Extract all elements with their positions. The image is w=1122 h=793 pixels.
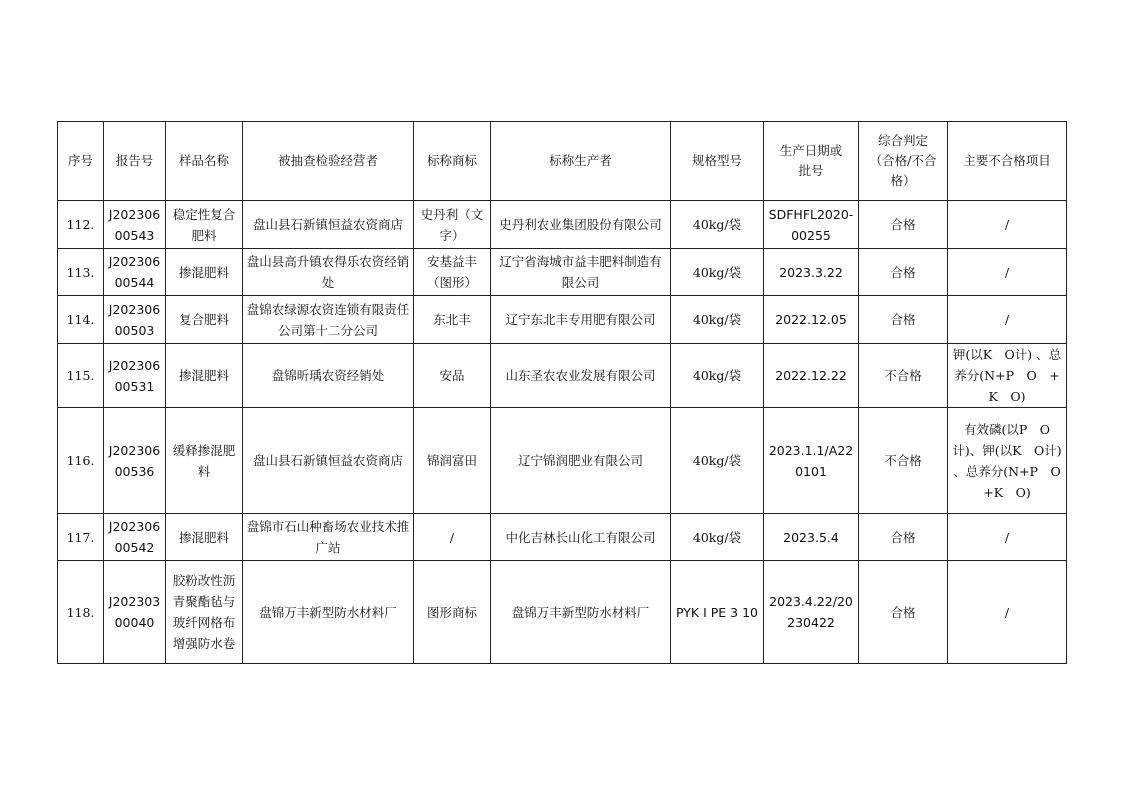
table-row <box>58 296 1067 344</box>
cell-no: 113. <box>58 249 104 296</box>
cell-trademark: 史丹利（文字） <box>414 201 491 249</box>
table-row <box>58 249 1067 296</box>
cell-no: 118. <box>58 561 104 664</box>
cell-report: J20230600531 <box>104 344 166 408</box>
cell-batch: 2023.4.22/20230422 <box>764 561 859 664</box>
cell-verdict: 合格 <box>859 514 948 561</box>
cell-operator: 盘山县石新镇恒益农资商店 <box>243 408 414 514</box>
cell-verdict: 不合格 <box>859 408 948 514</box>
cell-operator: 盘山县高升镇农得乐农资经销处 <box>243 249 414 296</box>
cell-batch: 2022.12.05 <box>764 296 859 344</box>
cell-sample: 掺混肥料 <box>166 344 243 408</box>
cell-verdict: 合格 <box>859 296 948 344</box>
cell-verdict: 合格 <box>859 561 948 664</box>
cell-trademark: 安品 <box>414 344 491 408</box>
cell-producer: 辽宁东北丰专用肥有限公司 <box>491 296 671 344</box>
cell-trademark: / <box>414 514 491 561</box>
cell-producer: 辽宁锦润肥业有限公司 <box>491 408 671 514</box>
table-row <box>58 408 1067 514</box>
cell-operator: 盘锦昕瑀农资经销处 <box>243 344 414 408</box>
cell-producer: 山东圣农农业发展有限公司 <box>491 344 671 408</box>
cell-no: 114. <box>58 296 104 344</box>
table-row <box>58 514 1067 561</box>
cell-items: / <box>948 201 1067 249</box>
cell-items: / <box>948 249 1067 296</box>
cell-trademark: 图形商标 <box>414 561 491 664</box>
cell-batch: 2022.12.22 <box>764 344 859 408</box>
cell-report: J20230600542 <box>104 514 166 561</box>
cell-batch: 2023.5.4 <box>764 514 859 561</box>
cell-trademark: 安基益丰（图形） <box>414 249 491 296</box>
header-operator: 被抽查检验经营者 <box>243 122 414 201</box>
cell-verdict: 合格 <box>859 249 948 296</box>
table-row <box>58 561 1067 664</box>
cell-operator: 盘锦农绿源农资连锁有限责任公司第十二分公司 <box>243 296 414 344</box>
table-row <box>58 201 1067 249</box>
cell-sample: 掺混肥料 <box>166 514 243 561</box>
header-trademark: 标称商标 <box>414 122 491 201</box>
cell-batch: 2023.3.22 <box>764 249 859 296</box>
cell-producer: 辽宁省海城市益丰肥料制造有限公司 <box>491 249 671 296</box>
header-producer: 标称生产者 <box>491 122 671 201</box>
cell-trademark: 东北丰 <box>414 296 491 344</box>
cell-report: J20230600503 <box>104 296 166 344</box>
header-sample: 样品名称 <box>166 122 243 201</box>
header-spec: 规格型号 <box>671 122 764 201</box>
header-report: 报告号 <box>104 122 166 201</box>
header-no: 序号 <box>58 122 104 201</box>
cell-batch: SDFHFL2020-00255 <box>764 201 859 249</box>
cell-producer: 盘锦万丰新型防水材料厂 <box>491 561 671 664</box>
cell-spec: 40kg/袋 <box>671 344 764 408</box>
header-batch: 生产日期或批号 <box>764 122 859 201</box>
cell-sample: 稳定性复合肥料 <box>166 201 243 249</box>
cell-no: 116. <box>58 408 104 514</box>
cell-items: 有效磷(以P O计)、钾(以K O计) 、总养分(N+P O +K O) <box>948 408 1067 514</box>
cell-report: J20230600544 <box>104 249 166 296</box>
cell-batch: 2023.1.1/A220101 <box>764 408 859 514</box>
cell-no: 117. <box>58 514 104 561</box>
cell-spec: 40kg/袋 <box>671 514 764 561</box>
table-row <box>58 344 1067 408</box>
inspection-results-table <box>57 121 1074 664</box>
cell-sample: 掺混肥料 <box>166 249 243 296</box>
cell-producer: 中化吉林长山化工有限公司 <box>491 514 671 561</box>
cell-items: / <box>948 296 1067 344</box>
cell-no: 115. <box>58 344 104 408</box>
cell-sample: 复合肥料 <box>166 296 243 344</box>
cell-trademark: 锦润富田 <box>414 408 491 514</box>
cell-report: J20230300040 <box>104 561 166 664</box>
cell-report: J20230600543 <box>104 201 166 249</box>
cell-items: / <box>948 561 1067 664</box>
cell-report: J20230600536 <box>104 408 166 514</box>
cell-verdict: 不合格 <box>859 344 948 408</box>
cell-producer: 史丹利农业集团股份有限公司 <box>491 201 671 249</box>
cell-spec: 40kg/袋 <box>671 249 764 296</box>
cell-items: / <box>948 514 1067 561</box>
cell-operator: 盘山县石新镇恒益农资商店 <box>243 201 414 249</box>
cell-spec: PYK Ⅰ PE 3 10 <box>671 561 764 664</box>
cell-no: 112. <box>58 201 104 249</box>
cell-sample: 缓释掺混肥料 <box>166 408 243 514</box>
cell-spec: 40kg/袋 <box>671 296 764 344</box>
header-items: 主要不合格项目 <box>948 122 1067 201</box>
cell-items: 钾(以K O计) 、总养分(N+P O +K O) <box>948 344 1067 408</box>
table-header-row <box>58 122 1067 201</box>
cell-verdict: 合格 <box>859 201 948 249</box>
cell-sample: 胶粉改性沥青聚酯毡与玻纤网格布增强防水卷 <box>166 561 243 664</box>
cell-spec: 40kg/袋 <box>671 201 764 249</box>
cell-spec: 40kg/袋 <box>671 408 764 514</box>
cell-operator: 盘锦万丰新型防水材料厂 <box>243 561 414 664</box>
cell-operator: 盘锦市石山种畜场农业技术推广站 <box>243 514 414 561</box>
header-verdict: 综合判定（合格/不合格） <box>859 122 948 201</box>
